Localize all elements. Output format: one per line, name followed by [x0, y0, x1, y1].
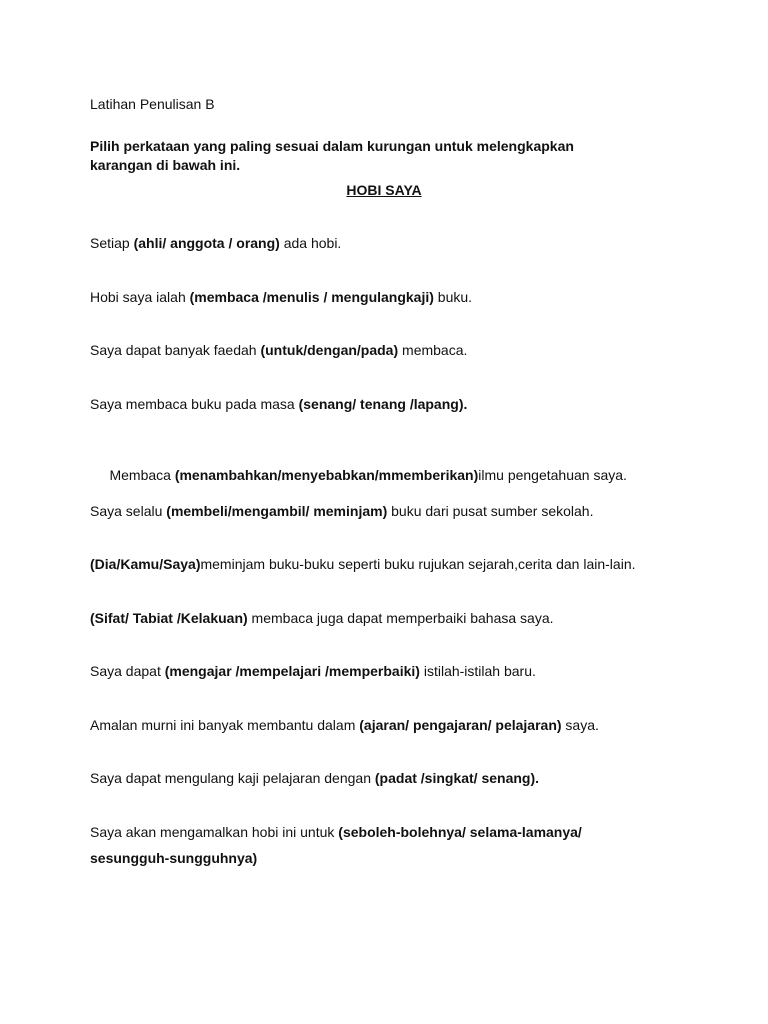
sentence-1-choice: (ahli/ anggota / orang)	[133, 235, 280, 251]
sentence-10-post: saya.	[561, 717, 599, 733]
sentence-6	[90, 502, 593, 520]
sentence-12	[90, 823, 582, 841]
sentence-5-post: ilmu pengetahuan saya.	[478, 467, 627, 483]
sentence-4-choice: (senang/ tenang /lapang).	[298, 396, 468, 412]
sentence-11-pre: Saya dapat mengulang kaji pelajaran dengan	[90, 770, 375, 786]
sentence-5-choice: (menambahkan/menyebabkan/mmemberikan)	[174, 467, 479, 483]
sentence-5	[90, 448, 627, 502]
sentence-4	[90, 395, 467, 413]
sentence-3-post: membaca.	[398, 342, 468, 358]
exercise-heading: Latihan Penulisan B	[90, 96, 215, 112]
sentence-7	[90, 555, 636, 573]
sentence-3	[90, 341, 467, 359]
sentence-5-pre: Membaca	[105, 467, 175, 483]
essay-title: HOBI SAYA	[346, 182, 422, 198]
sentence-1-pre: Setiap	[90, 235, 134, 251]
sentence-2	[90, 288, 472, 306]
sentence-2-post: buku.	[433, 289, 473, 305]
sentence-3-choice: (untuk/dengan/pada)	[260, 342, 399, 358]
sentence-6-choice: (membeli/mengambil/ meminjam)	[166, 503, 388, 519]
sentence-10	[90, 716, 599, 734]
sentence-7-post: meminjam buku-buku seperti buku rujukan sejarah,cerita dan lain-lain.	[200, 556, 636, 572]
sentence-12-pre: Saya akan mengamalkan hobi ini untuk	[90, 824, 339, 840]
sentence-9	[90, 662, 536, 680]
sentence-6-post: buku dari pusat sumber sekolah.	[387, 503, 594, 519]
instruction-line-1: Pilih perkataan yang paling sesuai dalam kurungan untuk melengkapkan	[90, 138, 574, 154]
sentence-8-choice: (Sifat/ Tabiat /Kelakuan)	[90, 610, 248, 626]
sentence-11	[90, 769, 539, 787]
sentence-12-continuation: sesungguh-sungguhnya)	[90, 850, 258, 866]
sentence-9-choice: (mengajar /mempelajari /memperbaiki)	[164, 663, 420, 679]
sentence-1-post: ada hobi.	[279, 235, 342, 251]
sentence-12-choice: (seboleh-bolehnya/ selama-lamanya/	[338, 824, 582, 840]
sentence-3-pre: Saya dapat banyak faedah	[90, 342, 261, 358]
sentence-2-pre: Hobi saya ialah	[90, 289, 190, 305]
sentence-4-pre: Saya membaca buku pada masa	[90, 396, 299, 412]
instruction-line-2: karangan di bawah ini.	[90, 157, 241, 173]
sentence-2-choice: (membaca /menulis / mengulangkaji)	[189, 289, 434, 305]
sentence-1	[90, 234, 341, 252]
sentence-9-post: istilah-istilah baru.	[419, 663, 536, 679]
sentence-6-pre: Saya selalu	[90, 503, 167, 519]
sentence-8	[90, 609, 554, 627]
sentence-10-choice: (ajaran/ pengajaran/ pelajaran)	[359, 717, 562, 733]
sentence-8-post: membaca juga dapat memperbaiki bahasa saya.	[247, 610, 554, 626]
sentence-11-choice: (padat /singkat/ senang).	[374, 770, 540, 786]
sentence-7-choice: (Dia/Kamu/Saya)	[90, 556, 201, 572]
sentence-9-pre: Saya dapat	[90, 663, 165, 679]
sentence-10-pre: Amalan murni ini banyak membantu dalam	[90, 717, 360, 733]
